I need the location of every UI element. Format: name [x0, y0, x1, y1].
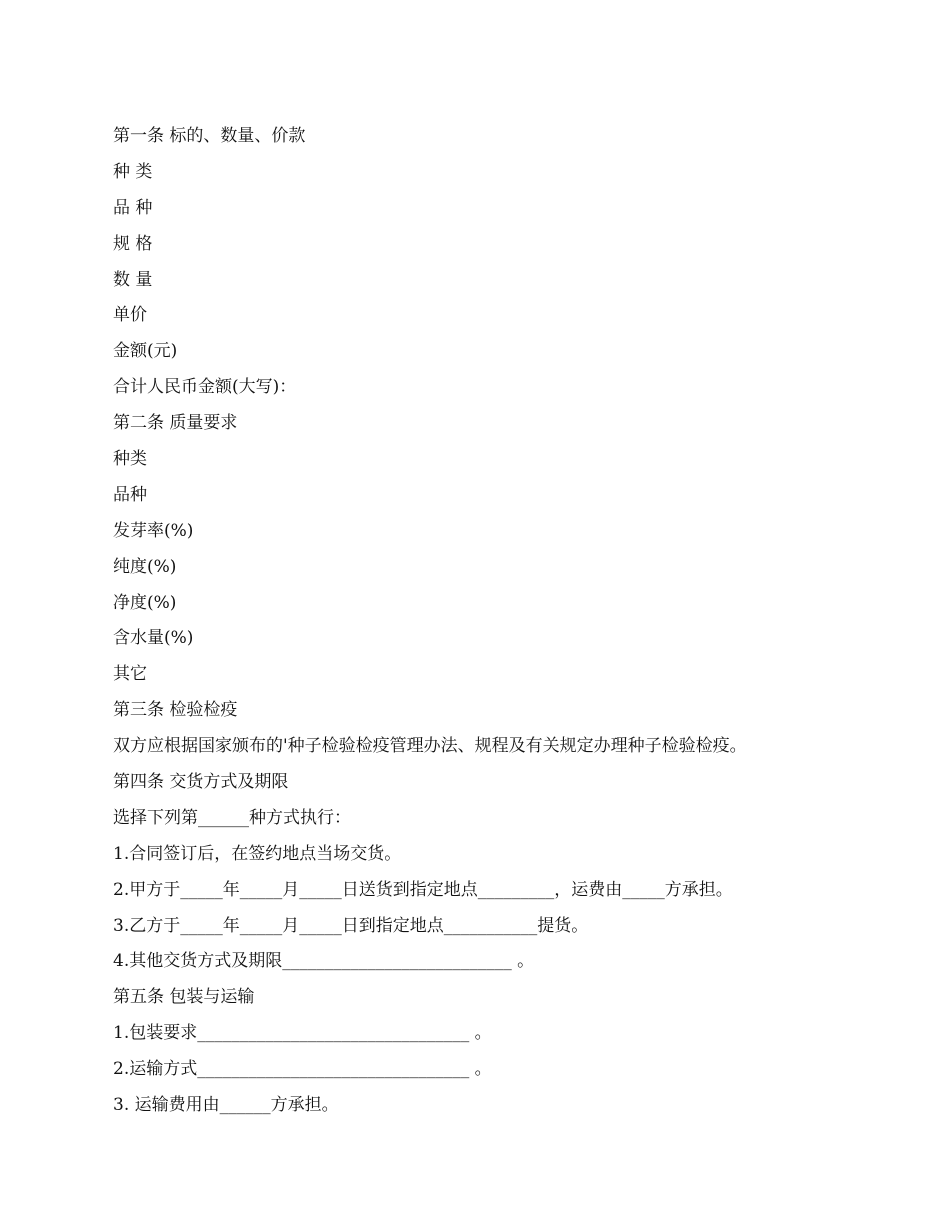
delivery-option-3: 3.乙方于_____年_____月_____日到指定地点___________提货。: [113, 915, 589, 936]
quality-other: 其它: [113, 664, 147, 685]
inspection-clause: 双方应根据国家颁布的'种子检验检疫管理办法、规程及有关规定办理种子检验检疫。: [113, 736, 747, 757]
delivery-option-1: 1.合同签订后，在签约地点当场交货。: [113, 843, 402, 864]
item-variety: 品 种: [113, 197, 153, 218]
quality-germination-rate: 发芽率(%): [113, 520, 194, 541]
packaging-requirement: 1.包装要求________________________________ 。: [113, 1023, 492, 1044]
transport-cost-bearer: 3. 运输费用由______方承担。: [113, 1095, 339, 1116]
article-2-heading: 第二条 质量要求: [113, 413, 238, 434]
delivery-option-4: 4.其他交货方式及期限___________________________ 。: [113, 951, 535, 972]
item-quantity: 数 量: [113, 269, 153, 290]
quality-category: 种类: [113, 449, 147, 470]
item-specification: 规 格: [113, 233, 153, 254]
total-amount-in-words: 合计人民币金额(大写)：: [113, 377, 297, 398]
document-body: [113, 119, 913, 1124]
delivery-method-choice: 选择下列第______种方式执行：: [113, 807, 351, 828]
quality-cleanliness: 净度(%): [113, 592, 177, 613]
quality-variety: 品种: [113, 484, 147, 505]
article-4-heading: 第四条 交货方式及期限: [113, 772, 289, 793]
item-unit-price: 单价: [113, 305, 147, 326]
quality-purity: 纯度(%): [113, 556, 177, 577]
item-category: 种 类: [113, 161, 153, 182]
transport-method: 2.运输方式________________________________ 。: [113, 1059, 492, 1080]
quality-moisture: 含水量(%): [113, 628, 194, 649]
delivery-option-2: 2.甲方于_____年_____月_____日送货到指定地点_________，运费由_____方承担。: [113, 879, 733, 900]
article-3-heading: 第三条 检验检疫: [113, 700, 238, 721]
item-amount: 金额(元): [113, 341, 178, 362]
article-1-heading: 第一条 标的、数量、价款: [113, 126, 306, 146]
article-5-heading: 第五条 包装与运输: [113, 987, 255, 1008]
